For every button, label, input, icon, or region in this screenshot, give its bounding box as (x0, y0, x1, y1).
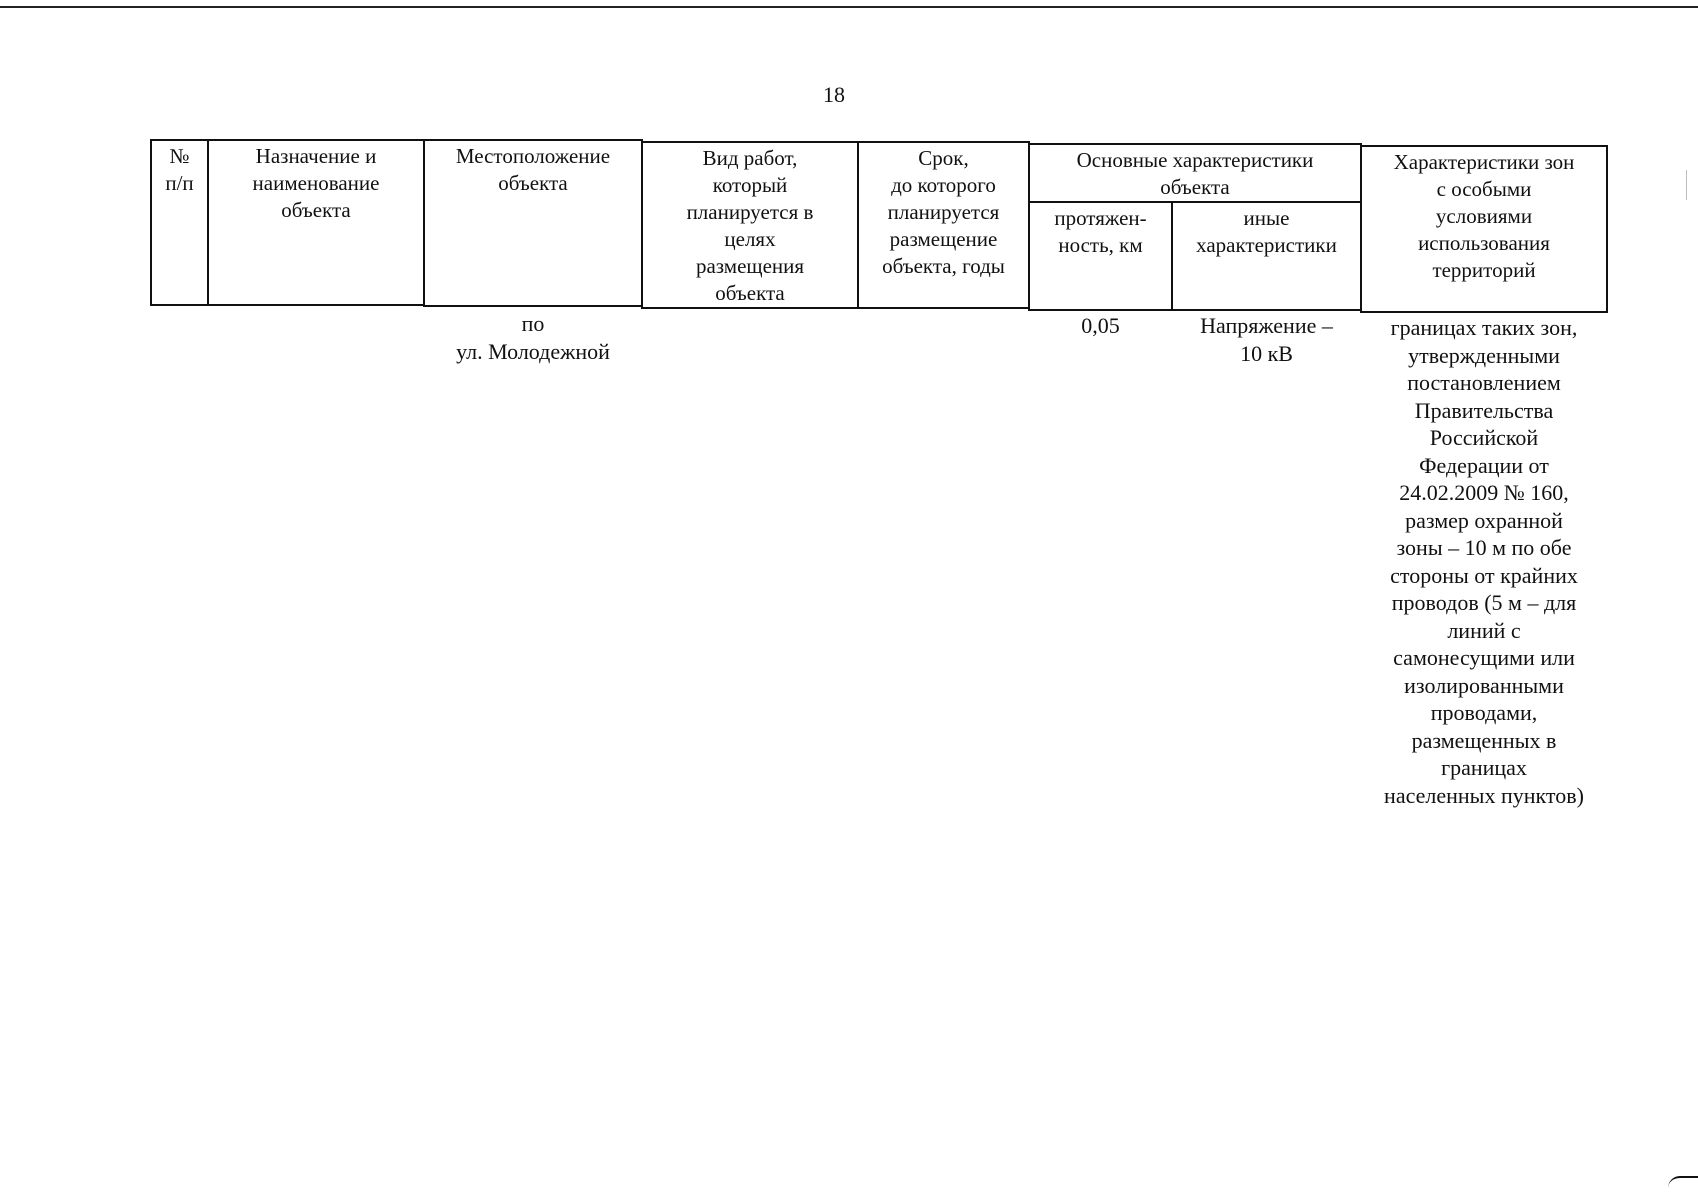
row-length: 0,05 (1081, 313, 1120, 338)
header-work-type: Вид работ, который планируется в целях размещения объекта (641, 141, 859, 309)
header-zones: Характеристики зон с особыми условиями использования территорий (1360, 145, 1608, 313)
top-border-line (0, 6, 1698, 8)
header-num: № п/п (150, 139, 209, 306)
header-purpose: Назначение и наименование объекта (207, 139, 425, 306)
header-location: Местоположение объекта (423, 139, 643, 307)
row-other-characteristics: Напряжение – 10 кВ (1200, 313, 1333, 366)
scan-corner-mark (1668, 1176, 1698, 1188)
header-main-characteristics: Основные характеристики объекта (1028, 143, 1362, 203)
header-other-characteristics: иные характеристики (1171, 201, 1362, 311)
scan-mark (1686, 170, 1687, 200)
page-number: 18 (823, 82, 845, 107)
header-length: протяжен- ность, км (1028, 201, 1173, 311)
row-zones: границах таких зон, утвержденными постановлением Правительства Российской Федерации от 24.02.2009 № 160, размер охранной зоны – 10 м по обе стороны от крайних проводов (5 м – для линий с самонесущими или изолированными проводами, размещенных в границах населенных пунктов) (1384, 315, 1584, 808)
header-term: Срок, до которого планируется размещение объекта, годы (857, 141, 1030, 309)
row-location: по ул. Молодежной (456, 311, 610, 364)
